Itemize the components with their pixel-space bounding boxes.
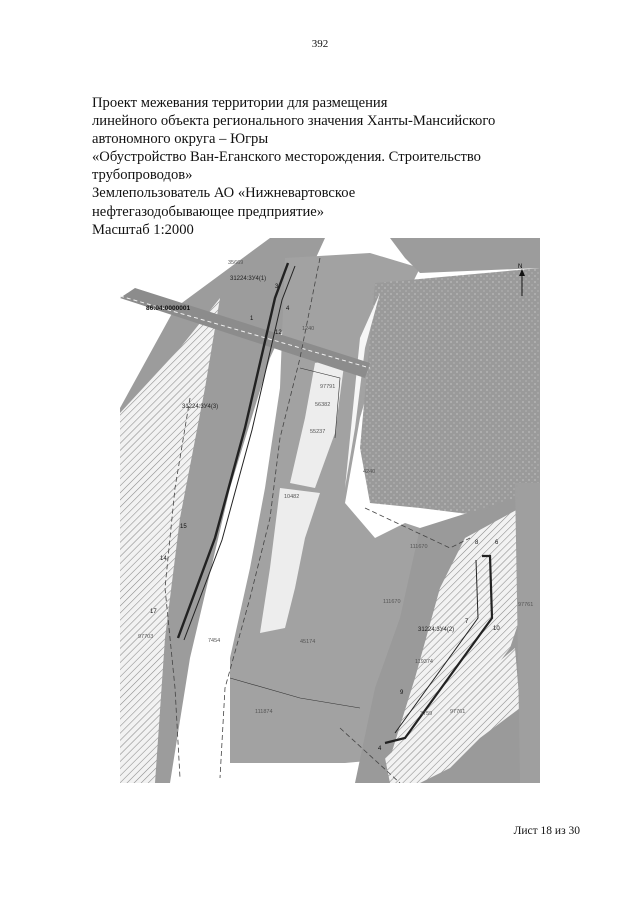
area-label-17: 97761 [450,709,466,715]
area-label-11: 97761 [518,602,534,608]
area-label-14: 45174 [300,639,316,645]
parcel-label-3: 31224:3У4(3) [182,404,219,410]
area-label-7: 10482 [284,494,300,500]
title-line-5: трубопроводов» [92,167,193,184]
area-label-4: 55237 [310,429,326,435]
north-label: N [518,264,523,270]
point-label: 10 [493,626,500,632]
point-label: 4 [286,306,290,312]
area-label-10: 119374 [415,659,433,665]
map-drawing [120,238,540,783]
point-label: 3 [275,284,279,290]
area-label-13: 7454 [208,638,221,644]
area-label-3: 56382 [315,402,331,408]
point-label: 12 [275,330,282,336]
point-label: 14 [160,556,167,562]
area-label-16: 3759 [420,711,433,717]
page-number: 392 [311,38,329,50]
area-label-6: 4240 [363,469,376,475]
cadastral-quarter-label: 86:04:0000001 [146,305,191,312]
parcel-label-1: 31224:3У4(1) [230,276,267,282]
point-label: 4 [378,746,382,752]
area-label-2: 97791 [320,384,336,390]
area-label-8: 111670 [383,599,401,605]
area-label-12: 97703 [138,634,154,640]
parcel-label-2: 31224:3У4(2) [418,627,455,633]
area-label-1: 35669 [228,260,244,266]
point-label: 15 [180,524,187,530]
point-label: 1 [250,316,254,322]
title-line-2: линейного объекта регионального значения Ханты-Мансийского [92,113,496,130]
sheet-number: Лист 18 из 30 [513,825,580,837]
point-label: 6 [495,540,499,546]
area-label-9: 111670 [410,544,428,550]
area-label-15: 111874 [255,709,273,715]
document-title [92,94,522,239]
title-line-3: автономного округа – Югры [92,131,269,148]
title-line-1: Проект межевания территории для размещения [92,95,388,111]
title-line-4: «Обустройство Ван-Еганского месторождения. Строительство [92,149,481,166]
title-line-7: нефтегазодобывающее предприятие» [92,203,325,220]
point-label: 8 [475,540,479,546]
zone-right-big [360,268,540,518]
title-line-6: Землепользователь АО «Нижневартовское [92,185,356,202]
point-label: 9 [400,690,404,696]
survey-map [120,238,540,783]
point-label: 7 [465,619,469,625]
scale-line: Масштаб 1:2000 [92,221,194,238]
point-label: 17 [150,609,157,615]
area-label-5: 1240 [302,326,315,332]
